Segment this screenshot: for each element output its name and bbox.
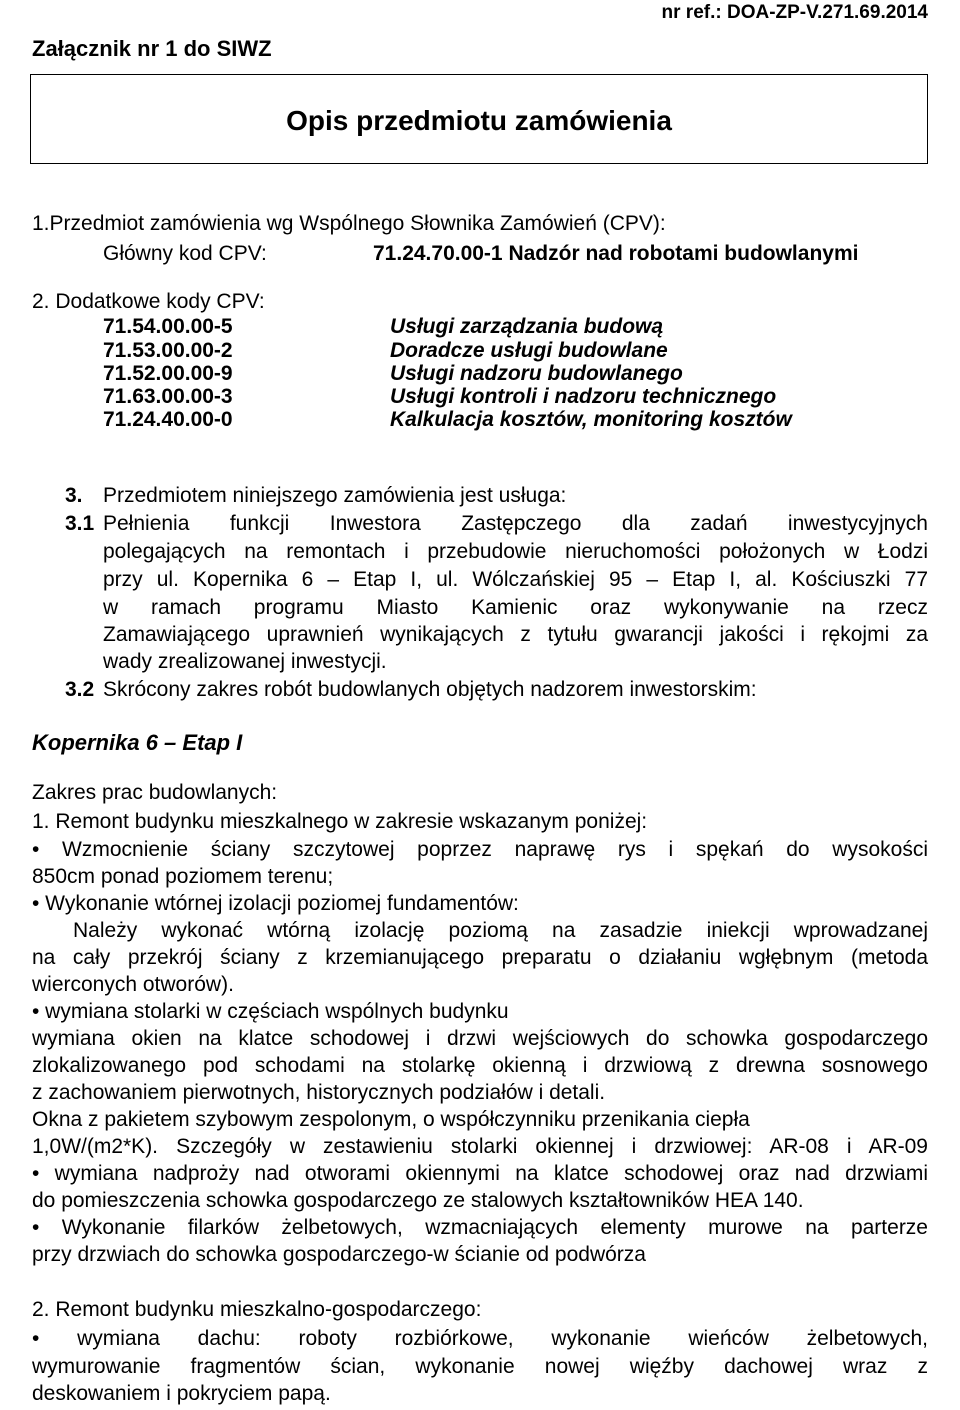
cpv-desc: Doradcze usługi budowlane [390,339,668,362]
main-cpv-code: 71.24.70.00-1 Nadzór nad robotami budowlanymi [373,242,859,265]
body-line: Należy wykonać wtórną izolację poziomą na zasadzie iniekcji wprowadzanej [73,919,928,942]
section1-heading: 1.Przedmiot zamówienia wg Wspólnego Słownika Zamówień (CPV): [32,212,666,235]
main-cpv-label: Główny kod CPV: [103,242,267,265]
item2-heading: 2. Remont budynku mieszkalno-gospodarczego: [32,1298,482,1321]
body-line: • wymiana stolarki w częściach wspólnych budynku [32,1000,509,1023]
body-line: • Wzmocnienie ściany szczytowej poprzez naprawę rys i spękań do wysokości [32,838,928,861]
body-line: 850cm ponad poziomem terenu; [32,865,334,888]
cpv-desc: Usługi nadzoru budowlanego [390,362,683,385]
body-line: zlokalizowanego pod schodami na stolarkę okienną i drzwiową z drewna sosnowego [32,1054,928,1077]
body-line: z zachowaniem pierwotnych, historycznych podziałów i detali. [32,1081,606,1104]
page-title: Opis przedmiotu zamówienia [286,105,672,136]
cpv-desc: Usługi zarządzania budową [390,315,664,338]
p31-line: w ramach programu Miasto Kamienic oraz wykonywanie na rzecz [103,596,928,619]
cpv-code: 71.54.00.00-5 [103,315,233,338]
p31-line: przy ul. Kopernika 6 – Etap I, ul. Wólczańskiej 95 – Etap I, al. Kościuszki 77 [103,568,928,591]
cpv-code: 71.52.00.00-9 [103,362,233,385]
cpv-desc: Kalkulacja kosztów, monitoring kosztów [390,408,792,431]
body-line: na cały przekrój ściany z krzemianującego preparatu o działaniu wgłębnym (metoda [32,946,928,969]
body-line: wierconych otworów). [32,973,234,996]
cpv-code: 71.24.40.00-0 [103,408,233,431]
body-line: • wymiana dachu: roboty rozbiórkowe, wykonanie wieńców żelbetowych, [32,1327,928,1350]
title-box [30,74,928,164]
cpv-desc: Usługi kontroli i nadzoru technicznego [390,385,777,408]
zakres-label: Zakres prac budowlanych: [32,781,278,804]
body-line: • Wykonanie filarków żelbetowych, wzmacniających elementy murowe na parterze [32,1216,928,1239]
p31-num: 3.1 [65,512,95,535]
body-line: deskowaniem i pokryciem papą. [32,1382,331,1405]
kopernika-heading: Kopernika 6 – Etap I [32,730,243,755]
p31-line: polegających na remontach i przebudowie nieruchomości położonych w Łodzi [103,540,928,563]
body-line: 1,0W/(m2*K). Szczegóły w zestawieniu stolarki okiennej i drzwiowej: AR-08 i AR-09 [32,1135,928,1158]
p32-num: 3.2 [65,678,95,701]
header-attachment: Załącznik nr 1 do SIWZ [32,36,272,61]
item1-heading: 1. Remont budynku mieszkalnego w zakresie wskazanym poniżej: [32,810,648,833]
cpv-code: 71.63.00.00-3 [103,385,233,408]
p31-line: Zamawiającego uprawnień wynikających z tytułu gwarancji jakości i rękojmi za [103,623,928,646]
body-line: wymurowanie fragmentów ścian, wykonanie nowej więźby dachowej wraz z [32,1355,928,1378]
section2-heading: 2. Dodatkowe kody CPV: [32,290,265,313]
p32-text: Skrócony zakres robót budowlanych objętych nadzorem inwestorskim: [103,678,757,701]
section3-heading: Przedmiotem niniejszego zamówienia jest usługa: [103,484,567,507]
header-ref: nr ref.: DOA-ZP-V.271.69.2014 [661,2,928,23]
body-line: do pomieszczenia schowka gospodarczego ze stalowych kształtowników HEA 140. [32,1189,804,1212]
cpv-code: 71.53.00.00-2 [103,339,233,362]
p31-line: Pełnienia funkcji Inwestora Zastępczego dla zadań inwestycyjnych [103,512,928,535]
body-line: • wymiana nadproży nad otworami okiennymi na klatce schodowej oraz nad drzwiami [32,1162,928,1185]
body-line: Okna z pakietem szybowym zespolonym, o współczynniku przenikania ciepła [32,1108,750,1131]
body-line: • Wykonanie wtórnej izolacji poziomej fundamentów: [32,892,519,915]
body-line: przy drzwiach do schowka gospodarczego-w ścianie od podwórza [32,1243,646,1266]
p31-line: wady zrealizowanej inwestycji. [103,650,387,673]
section3-num: 3. [65,484,83,507]
body-line: wymiana okien na klatce schodowej i drzwi wejściowych do schowka gospodarczego [32,1027,928,1050]
